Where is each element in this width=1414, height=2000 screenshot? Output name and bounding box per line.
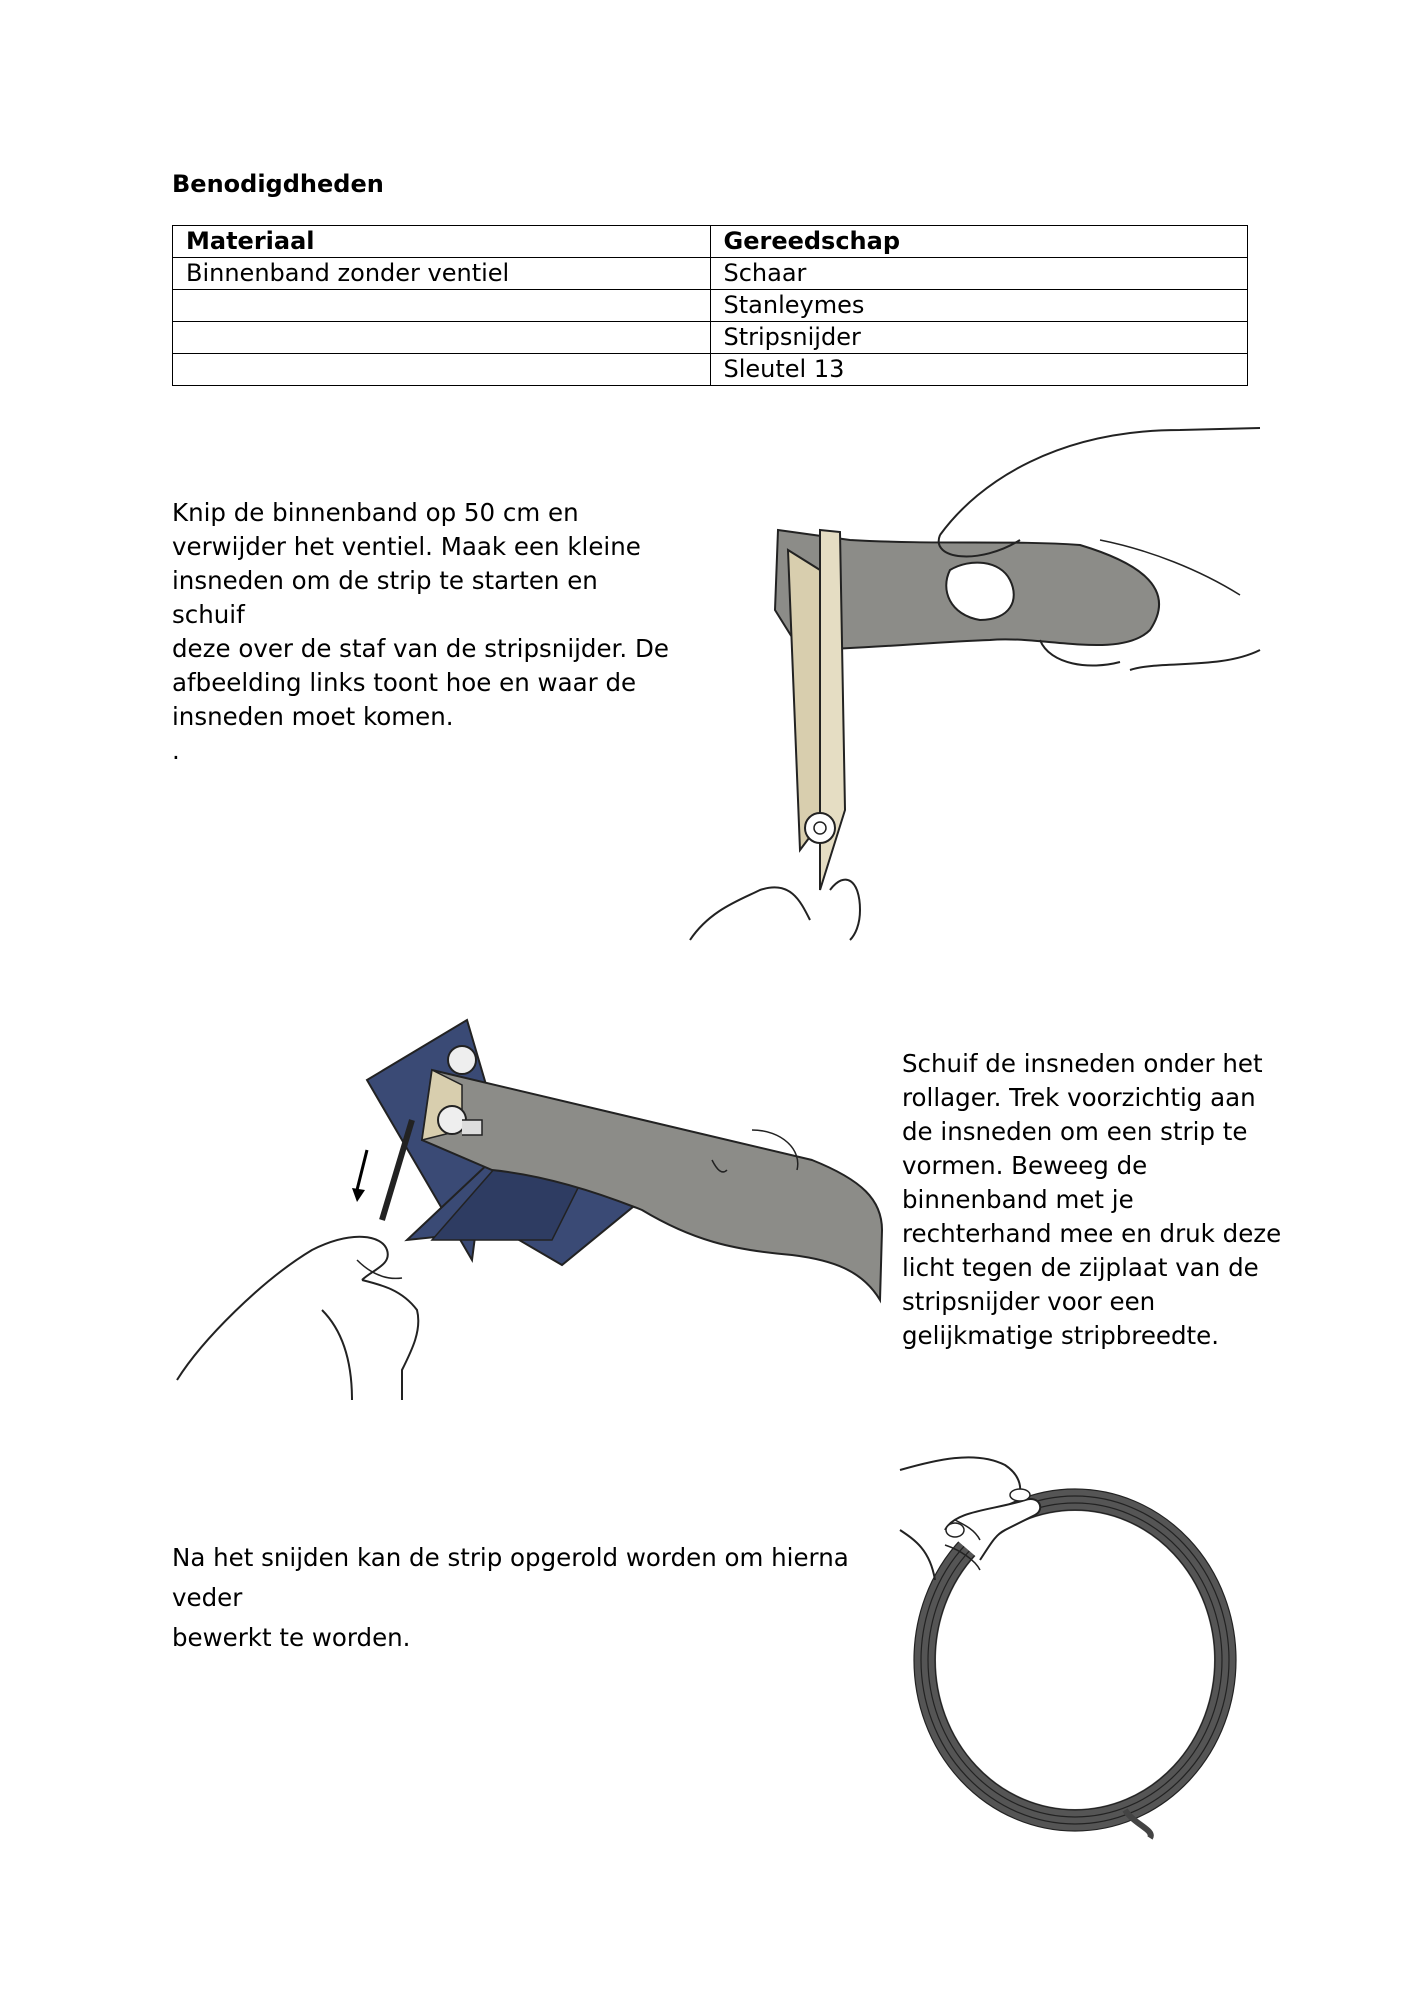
table-cell: Stripsnijder <box>710 322 1248 354</box>
step1-line: . <box>172 736 180 765</box>
step2-line: rechterhand mee en druk deze <box>902 1219 1282 1248</box>
table-row <box>173 322 1248 354</box>
step2-line: licht tegen de zijplaat van de <box>902 1253 1259 1282</box>
table-header-row <box>173 226 1248 258</box>
step2-line: stripsnijder voor een <box>902 1287 1156 1316</box>
coiled-strip-illustration <box>895 1450 1235 1840</box>
table-row <box>173 258 1248 290</box>
table-cell: Sleutel 13 <box>710 354 1248 386</box>
header-gereedschap: Gereedschap <box>710 226 1248 258</box>
table-row <box>173 354 1248 386</box>
step2-line: gelijkmatige stripbreedte. <box>902 1321 1219 1350</box>
step3-line: bewerkt te worden. <box>172 1623 411 1652</box>
step3-line: Na het snijden kan de strip opgerold worden om hierna veder <box>172 1543 849 1612</box>
step1-line: Knip de binnenband op 50 cm en <box>172 498 579 527</box>
table-cell <box>173 322 711 354</box>
table-cell <box>173 290 711 322</box>
step1-line: deze over de staf van de stripsnijder. De <box>172 634 669 663</box>
step1-line: insneden moet komen. <box>172 702 454 731</box>
step2-line: Schuif de insneden onder het <box>902 1049 1263 1078</box>
step1-instructions <box>172 496 672 768</box>
step3-instructions <box>172 1538 892 1658</box>
step1-line: verwijder het ventiel. Maak een kleine <box>172 532 641 561</box>
table-row <box>173 290 1248 322</box>
strip-cutter-illustration <box>172 1010 892 1410</box>
table-cell: Schaar <box>710 258 1248 290</box>
scissors-cutting-illustration <box>680 420 1260 950</box>
step2-instructions <box>902 1047 1282 1353</box>
table-cell: Binnenband zonder ventiel <box>173 258 711 290</box>
supplies-heading: Benodigdheden <box>172 170 384 198</box>
header-materiaal: Materiaal <box>173 226 711 258</box>
step1-line: insneden om de strip te starten en schuif <box>172 566 598 629</box>
supplies-table <box>172 225 1248 386</box>
step2-line: rollager. Trek voorzichtig aan <box>902 1083 1256 1112</box>
table-cell <box>173 354 711 386</box>
step1-line: afbeelding links toont hoe en waar de <box>172 668 637 697</box>
step2-line: binnenband met je <box>902 1185 1134 1214</box>
step2-line: vormen. Beweeg de <box>902 1151 1148 1180</box>
step2-line: de insneden om een strip te <box>902 1117 1248 1146</box>
table-cell: Stanleymes <box>710 290 1248 322</box>
